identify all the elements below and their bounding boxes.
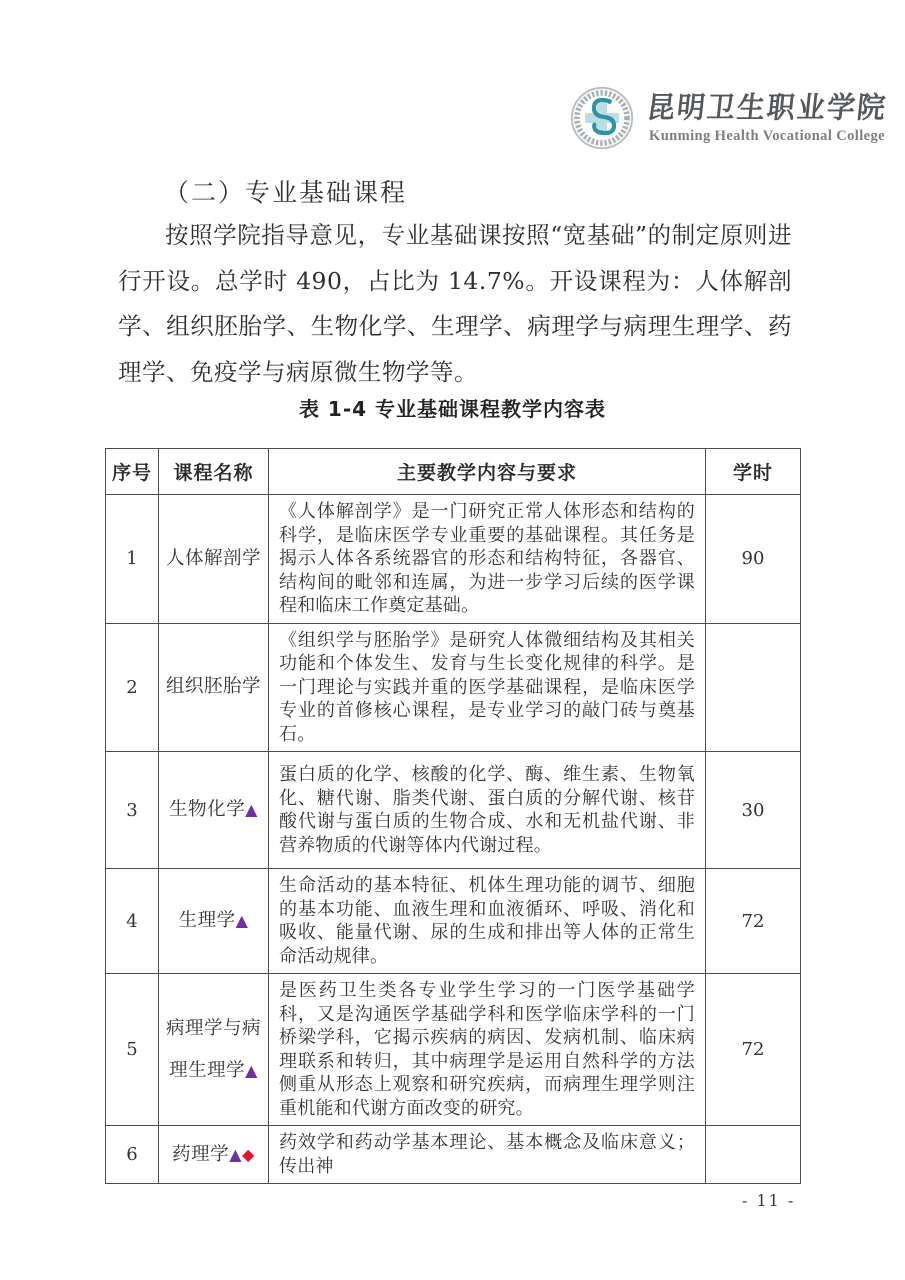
course-name: 生理学 — [178, 910, 236, 931]
course-hours: 30 — [706, 752, 801, 869]
course-name-cell — [159, 495, 269, 624]
course-hours — [706, 623, 801, 752]
triangle-marker-icon: ▲ — [229, 1144, 242, 1164]
diamond-marker-icon: ◆ — [242, 1144, 255, 1164]
course-name-cell — [159, 1126, 269, 1184]
course-description: 是医药卫生类各专业学生学习的一门医学基础学科，又是沟通医学基础学科和医学临床学科的一门桥梁学科，它揭示疾病的病因、发病机制、临床病理联系和转归，其中病理学是运用自然科学的方法侧重从形态上观察和研究疾病，而病理生理学则注重机能和代谢方面改变的研究。 — [269, 974, 706, 1126]
col-header-content: 主要教学内容与要求 — [269, 449, 706, 495]
course-name: 组织胚胎学 — [165, 676, 261, 698]
course-number: 1 — [106, 495, 159, 624]
course-description: 生命活动的基本特征、机体生理功能的调节、细胞的基本功能、血液生理和血液循环、呼吸、消化和吸收、能量代谢、尿的生成和排出等人体的正常生命活动规律。 — [269, 869, 706, 974]
table-row — [106, 1126, 801, 1184]
course-number: 2 — [106, 623, 159, 752]
college-name-english: Kunming Health Vocational College — [649, 128, 885, 144]
course-name-cell — [159, 974, 269, 1126]
course-number: 6 — [106, 1126, 159, 1184]
course-number: 3 — [106, 752, 159, 869]
table-row — [106, 623, 801, 752]
course-name: 人体解剖学 — [165, 547, 261, 569]
course-number: 5 — [106, 974, 159, 1126]
col-header-number: 序号 — [106, 449, 159, 495]
course-description: 《人体解剖学》是一门研究正常人体形态和结构的科学，是临床医学专业重要的基础课程。其任务是揭示人体各系统器官的形态和结构特征，各器官、结构间的毗邻和连属，为进一步学习后续的医学课程和临床工作奠定基础。 — [269, 495, 706, 624]
section-heading: （二）专业基础课程 — [164, 178, 408, 207]
college-name-calligraphy: 昆明卫生职业学院 — [645, 90, 889, 125]
college-name-block — [647, 91, 887, 145]
college-seal-icon — [570, 86, 634, 150]
table-row — [106, 752, 801, 869]
course-content-table — [105, 448, 801, 1184]
course-name-cell — [159, 752, 269, 869]
table-row — [106, 495, 801, 624]
course-description: 蛋白质的化学、核酸的化学、酶、维生素、生物氧化、糖代谢、脂类代谢、蛋白质的分解代谢、核苷酸代谢与蛋白质的生物合成、水和无机盐代谢、非营养物质的代谢等体内代谢过程。 — [269, 752, 706, 869]
triangle-marker-icon: ▲ — [235, 911, 249, 930]
table-header-row — [106, 449, 801, 495]
course-hours: 72 — [706, 869, 801, 974]
table-caption: 表 1-4 专业基础课程教学内容表 — [298, 397, 607, 421]
triangle-marker-icon: ▲ — [245, 1060, 258, 1080]
triangle-marker-icon: ▲ — [245, 800, 258, 819]
col-header-course: 课程名称 — [159, 449, 269, 495]
course-name: 病理学与病理生理学 — [165, 1017, 261, 1081]
section-paragraph: 按照学院指导意见，专业基础课按照“宽基础”的制定原则进行开设。总学时 490，占比为 14.7%。开设课程为：人体解剖学、组织胚胎学、生物化学、生理学、病理学与病理生理学、药理学、免疫学与病原微生物学等。 — [118, 221, 792, 386]
table-row — [106, 869, 801, 974]
course-number: 4 — [106, 869, 159, 974]
course-hours: 72 — [706, 974, 801, 1126]
col-header-hours: 学时 — [706, 449, 801, 495]
course-hours — [706, 1126, 801, 1184]
table-row — [106, 974, 801, 1126]
course-name: 药理学 — [172, 1143, 230, 1165]
course-name-cell — [159, 623, 269, 752]
course-description: 《组织学与胚胎学》是研究人体微细结构及其相关功能和个体发生、发育与生长变化规律的科学。是一门理论与实践并重的医学基础课程，是临床医学专业的首修核心课程，是专业学习的敲门砖与奠基石。 — [269, 623, 706, 752]
course-name: 生物化学 — [169, 799, 246, 820]
page-number: - 11 - — [742, 1191, 796, 1210]
course-description: 药效学和药动学基本理论、基本概念及临床意义；传出神 — [269, 1126, 706, 1184]
college-header — [570, 86, 887, 150]
course-name-cell — [159, 869, 269, 974]
course-hours: 90 — [706, 495, 801, 624]
